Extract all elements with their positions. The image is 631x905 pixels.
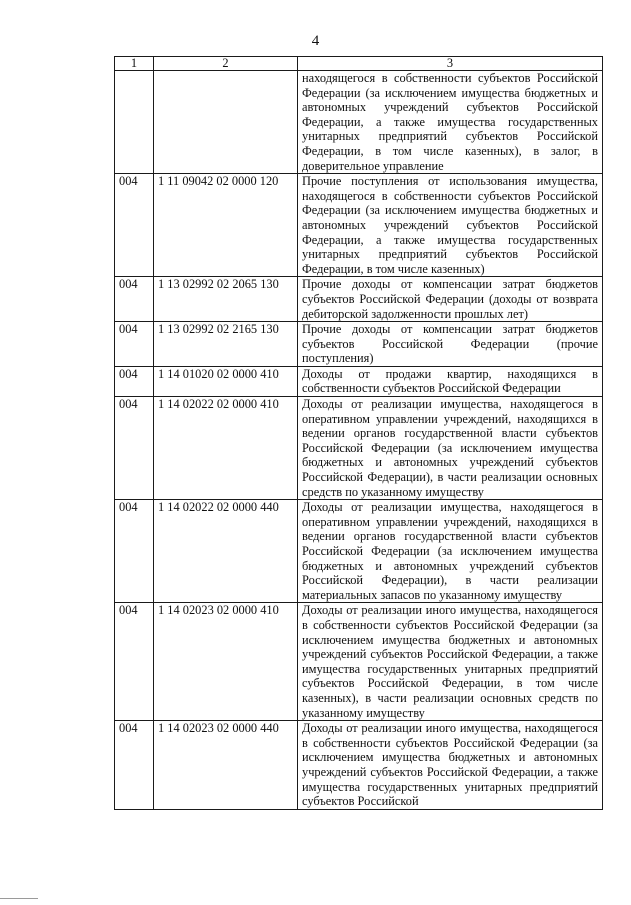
table-row [115,366,603,396]
admin-code-cell: 004 [115,397,154,500]
revenue-description-cell: Доходы от реализации иного имущества, находящегося в собственности субъектов Российской Федерации (за исключением имущества бюджетных и автономных учреждений субъектов Российской Федерации, а также имущества государственных унитарных предприятий субъектов Российской Федерации, в том числе казенных), в части реализации основных средств по указанному имуществу [298,603,603,721]
header-col-1: 1 [115,57,154,71]
table-header-row [115,57,603,71]
admin-code-cell: 004 [115,366,154,396]
revenue-code-cell: 1 14 01020 02 0000 410 [154,366,298,396]
revenue-description-cell: Прочие доходы от компенсации затрат бюджетов субъектов Российской Федерации (доходы от возврата дебиторской задолженности прошлых лет) [298,277,603,322]
revenue-description-cell: Доходы от реализации имущества, находящегося в оперативном управлении учреждений, находящихся в ведении органов государственной власти субъектов Российской Федерации (за исключением имущества бюджетных и автономных учреждений субъектов Российской Федерации), в части реализации основных средств по указанному имуществу [298,397,603,500]
revenue-code-cell: 1 14 02023 02 0000 440 [154,721,298,810]
table-row [115,277,603,322]
admin-code-cell: 004 [115,500,154,603]
table-row [115,500,603,603]
table-row [115,71,603,174]
revenue-code-cell [154,71,298,174]
revenue-code-cell: 1 14 02023 02 0000 410 [154,603,298,721]
table-row [115,603,603,721]
admin-code-cell: 004 [115,277,154,322]
revenue-code-cell: 1 14 02022 02 0000 440 [154,500,298,603]
header-col-2: 2 [154,57,298,71]
scan-edge-mark [0,898,38,899]
revenue-code-cell: 1 11 09042 02 0000 120 [154,174,298,277]
revenue-description-cell: Прочие поступления от использования имущества, находящегося в собственности субъектов Российской Федерации (за исключением имущества бюджетных и автономных учреждений субъектов Российской Федерации, а также имущества государственных унитарных предприятий субъектов Российской Федерации, в том числе казенных) [298,174,603,277]
revenue-description-cell: находящегося в собственности субъектов Российской Федерации (за исключением имущества бюджетных и автономных учреждений субъектов Российской Федерации, а также имущества государственных унитарных предприятий субъектов Российской Федерации, в том числе казенных), в залог, в доверительное управление [298,71,603,174]
table-row [115,322,603,367]
revenue-description-cell: Доходы от реализации имущества, находящегося в оперативном управлении учреждений, находящихся в ведении органов государственной власти субъектов Российской Федерации (за исключением имущества бюджетных и автономных учреждений субъектов Российской Федерации), в части реализации материальных запасов по указанному имуществу [298,500,603,603]
revenue-codes-table [114,56,603,810]
header-col-3: 3 [298,57,603,71]
page-number: 4 [311,33,320,49]
revenue-description-cell: Доходы от реализации иного имущества, находящегося в собственности субъектов Российской Федерации (за исключением имущества бюджетных и автономных учреждений субъектов Российской Федерации, а также имущества государственных унитарных предприятий субъектов Российской [298,721,603,810]
admin-code-cell [115,71,154,174]
revenue-code-cell: 1 13 02992 02 2165 130 [154,322,298,367]
table-row [115,397,603,500]
revenue-description-cell: Прочие доходы от компенсации затрат бюджетов субъектов Российской Федерации (прочие поступления) [298,322,603,367]
revenue-description-cell: Доходы от продажи квартир, находящихся в собственности субъектов Российской Федерации [298,366,603,396]
revenue-code-cell: 1 14 02022 02 0000 410 [154,397,298,500]
admin-code-cell: 004 [115,174,154,277]
table-row [115,174,603,277]
revenue-code-cell: 1 13 02992 02 2065 130 [154,277,298,322]
table-row [115,721,603,810]
admin-code-cell: 004 [115,721,154,810]
admin-code-cell: 004 [115,322,154,367]
admin-code-cell: 004 [115,603,154,721]
